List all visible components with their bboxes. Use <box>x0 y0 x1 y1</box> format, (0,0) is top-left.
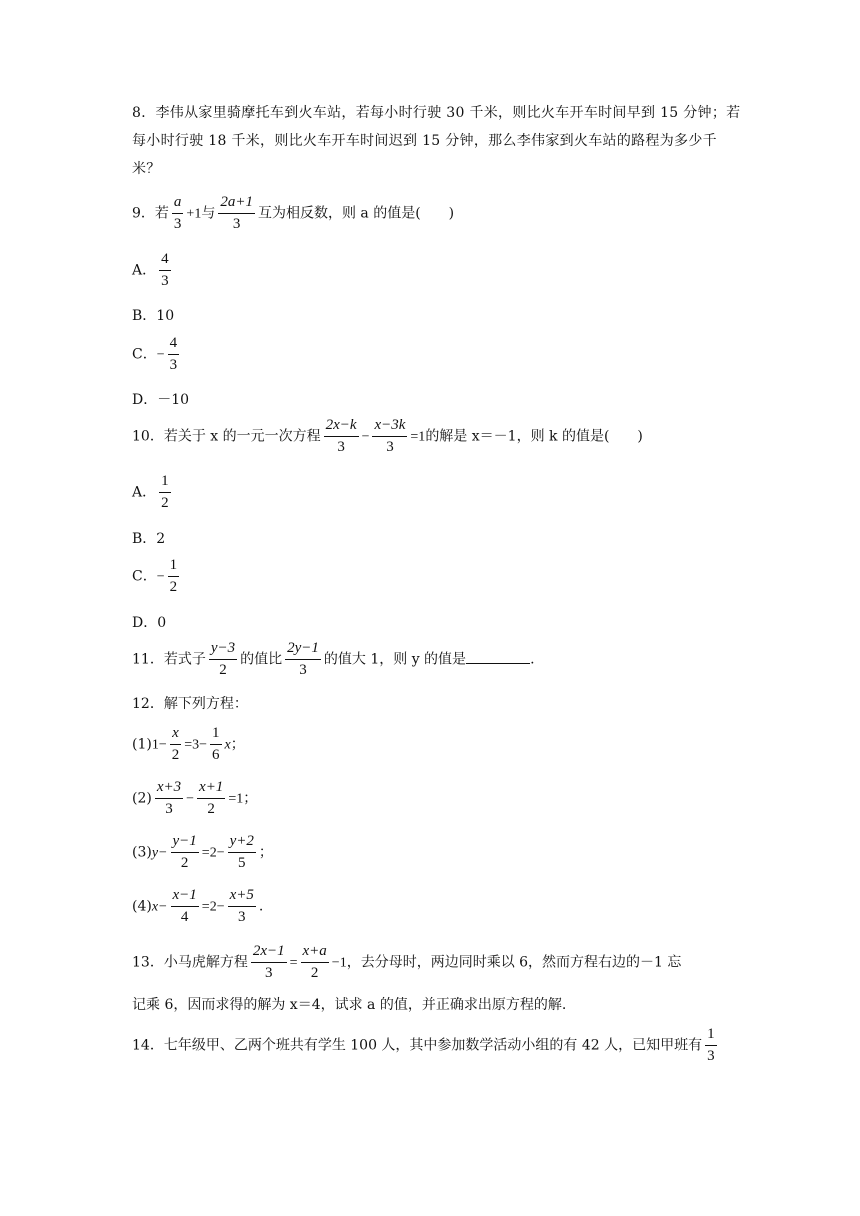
equation-label: (1) <box>132 736 152 753</box>
equation-fraction-1 <box>170 726 182 763</box>
equation-term: =2− <box>201 899 225 915</box>
equation-fraction-1 <box>155 780 183 817</box>
fraction-denominator: 6 <box>212 747 220 763</box>
fraction-numerator: y−3 <box>209 641 237 660</box>
question-12-title <box>132 697 742 711</box>
equals-sign: = <box>289 955 298 971</box>
option-label: C． <box>132 568 157 585</box>
question-13-line-1 <box>132 944 742 981</box>
fraction-numerator: 4 <box>168 336 180 355</box>
equation-term: − <box>186 791 195 807</box>
question-10-fraction-2 <box>372 418 407 455</box>
question-13-text: 记乘 6，因而求得的解为 x＝4，试求 a 的值，并正确求出原方程的解. <box>132 997 567 1013</box>
question-10-pre: 若关于 x 的一元一次方程 <box>163 428 321 445</box>
question-10-option-d <box>132 612 166 632</box>
fraction-denominator: 2 <box>161 495 169 511</box>
question-8 <box>132 99 742 183</box>
question-11-fraction-2 <box>285 641 321 678</box>
question-13-pre: 小马虎解方程 <box>163 954 248 971</box>
question-9-mid: 与 <box>201 205 216 222</box>
option-label: B． <box>132 531 157 547</box>
question-9-post: 互为相反数，则 a 的值是( ) <box>257 205 455 222</box>
question-8-text: 8．李伟从家里骑摩托车到火车站，若每小时行驶 30 千米，则比火车开车时间早到 15 分钟；若每小时行驶 18 千米，则比火车开车时间迟到 15 分钟，那么李伟家到火车站的路程为多少千米？ <box>132 105 741 177</box>
question-10-option-b <box>132 528 165 548</box>
option-label: A． <box>132 484 157 501</box>
option-fraction <box>159 474 171 511</box>
question-11-pre: 若式子 <box>163 651 206 668</box>
question-12-equation-3 <box>132 834 742 871</box>
fraction-denominator: 2 <box>171 747 180 763</box>
equation-term: y− <box>151 845 168 861</box>
option-fraction <box>168 558 180 595</box>
equation-term: x− <box>151 899 168 915</box>
question-11 <box>132 641 742 678</box>
answer-blank <box>466 649 530 664</box>
question-11-fraction-1 <box>209 641 237 678</box>
equation-end: ； <box>230 736 245 753</box>
question-12-equation-4 <box>132 888 742 925</box>
fraction-numerator: 2x−k <box>324 418 359 437</box>
equation-fraction-2 <box>228 834 256 871</box>
fraction-denominator: 4 <box>180 909 189 925</box>
fraction-denominator: 3 <box>173 216 182 232</box>
equation-label: (4) <box>132 898 152 915</box>
fraction-denominator: 3 <box>165 801 173 817</box>
fraction-numerator: y−1 <box>171 834 199 853</box>
fraction-denominator: 5 <box>237 855 246 871</box>
fraction-numerator: 1 <box>210 726 222 745</box>
period: . <box>530 651 535 668</box>
equation-fraction-2 <box>210 726 222 763</box>
equation-label: (3) <box>132 844 152 861</box>
fraction-numerator: x+1 <box>197 780 225 799</box>
question-11-post: 的值大 1，则 y 的值是 <box>323 651 467 668</box>
option-label: B． <box>132 308 157 324</box>
equation-end: . <box>258 898 264 915</box>
fraction-denominator: 2 <box>310 965 319 981</box>
question-12-text: 12．解下列方程： <box>132 696 248 712</box>
question-14 <box>132 1027 742 1064</box>
equation-variable: x <box>224 737 231 753</box>
question-12-equation-1 <box>132 726 742 763</box>
fraction-numerator: 1 <box>168 558 180 577</box>
equation-term: =3− <box>184 737 208 753</box>
question-10-post: 的解是 x＝－1，则 k 的值是( ) <box>425 428 643 445</box>
option-value: 0 <box>157 615 167 631</box>
option-value: －10 <box>157 392 190 408</box>
fraction-numerator: 4 <box>159 252 171 271</box>
question-10-option-a <box>132 474 174 511</box>
fraction-numerator: 1 <box>705 1027 717 1046</box>
option-sign: − <box>156 347 165 363</box>
equation-term: 1− <box>151 737 167 753</box>
question-14-text: 14．七年级甲、乙两个班共有学生 100 人，其中参加数学活动小组的有 42 人，已知甲班有 <box>132 1037 703 1054</box>
fraction-numerator: x+a <box>301 944 329 963</box>
fraction-denominator: 2 <box>180 855 189 871</box>
question-14-fraction <box>705 1027 717 1064</box>
question-9-option-a <box>132 252 174 289</box>
question-9-number: 9． <box>132 205 155 222</box>
option-label: D． <box>132 615 158 631</box>
question-13-fraction-2 <box>301 944 329 981</box>
question-9-option-c <box>132 336 182 373</box>
equation-fraction-1 <box>171 834 199 871</box>
fraction-denominator: 2 <box>219 662 227 678</box>
fraction-denominator: 3 <box>337 439 345 455</box>
fraction-numerator: 1 <box>159 474 171 493</box>
equation-term: =1 <box>228 791 244 807</box>
minus-sign: − <box>361 429 370 445</box>
fraction-denominator: 3 <box>299 662 307 678</box>
fraction-denominator: 3 <box>386 439 394 455</box>
option-sign: − <box>156 569 165 585</box>
fraction-numerator: 2a+1 <box>218 195 255 214</box>
option-label: D． <box>132 392 158 408</box>
fraction-numerator: x+5 <box>228 888 256 907</box>
question-9-fraction-2 <box>218 195 255 232</box>
fraction-numerator: a <box>172 195 184 214</box>
equation-end: ； <box>243 790 258 807</box>
question-11-number: 11． <box>132 651 164 668</box>
equation-fraction-2 <box>228 888 256 925</box>
fraction-numerator: 2x−1 <box>251 944 287 963</box>
equals-one: =1 <box>410 429 426 445</box>
fraction-denominator: 3 <box>161 273 169 289</box>
fraction-numerator: 2y−1 <box>285 641 321 660</box>
question-9-fraction-1 <box>172 195 184 232</box>
fraction-denominator: 3 <box>237 909 246 925</box>
fraction-denominator: 3 <box>264 965 273 981</box>
equation-end: ； <box>258 844 273 861</box>
fraction-denominator: 3 <box>169 357 178 373</box>
fraction-numerator: x+3 <box>155 780 183 799</box>
fraction-numerator: x−3k <box>372 418 407 437</box>
fraction-denominator: 2 <box>207 801 215 817</box>
option-label: C． <box>132 346 157 363</box>
equation-term: −1 <box>331 955 347 971</box>
fraction-numerator: x <box>170 726 181 745</box>
question-10-option-c <box>132 558 182 595</box>
question-13-number: 13． <box>132 954 164 971</box>
option-value: 2 <box>156 531 166 547</box>
question-9-option-d <box>132 389 189 409</box>
question-12-equation-2 <box>132 780 742 817</box>
equation-fraction-2 <box>197 780 225 817</box>
question-13-fraction-1 <box>251 944 287 981</box>
fraction-denominator: 2 <box>169 579 178 595</box>
question-10-fraction-1 <box>324 418 359 455</box>
equation-label: (2) <box>132 790 152 807</box>
equation-fraction-1 <box>171 888 199 925</box>
option-fraction <box>168 336 180 373</box>
question-13-line-2 <box>132 998 742 1012</box>
option-value: 10 <box>156 308 175 324</box>
fraction-numerator: x−1 <box>171 888 199 907</box>
fraction-denominator: 3 <box>232 216 241 232</box>
option-fraction <box>159 252 171 289</box>
question-10 <box>132 418 742 455</box>
fraction-numerator: y+2 <box>228 834 256 853</box>
question-9-pre: 若 <box>154 205 169 222</box>
fraction-denominator: 3 <box>707 1048 715 1064</box>
question-13-post: ，去分母时，两边同时乘以 6，然而方程右边的－1 忘 <box>346 954 682 971</box>
question-10-number: 10． <box>132 428 164 445</box>
question-9-plus-one: +1 <box>186 206 202 222</box>
question-11-mid: 的值比 <box>240 651 283 668</box>
equation-term: =2− <box>201 845 225 861</box>
option-label: A． <box>132 262 157 279</box>
question-9 <box>132 195 742 232</box>
question-9-option-b <box>132 305 174 325</box>
